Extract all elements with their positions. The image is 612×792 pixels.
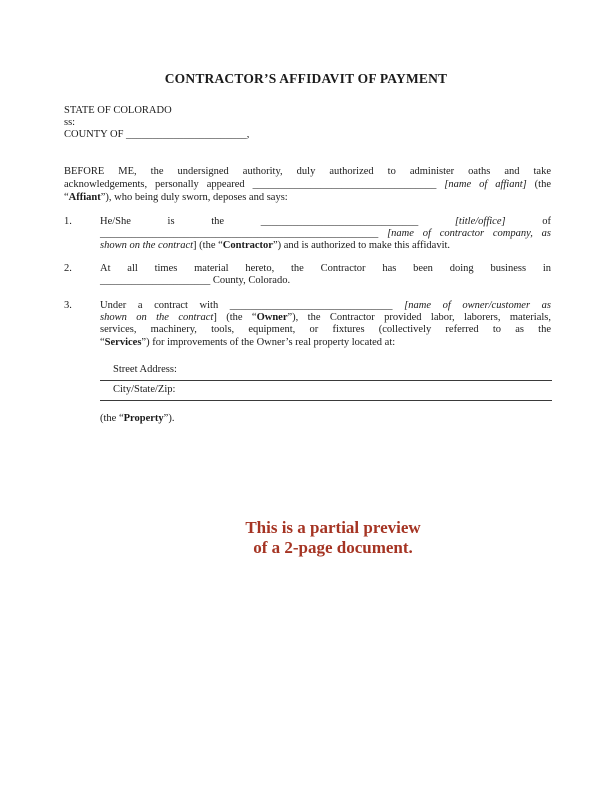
property-defined-term-line: (the “Property”). [100, 413, 175, 424]
intro-line: BEFORE ME, the undersigned authority, duly authorized to administer oaths and take [64, 166, 551, 177]
numbered-item-2 [64, 263, 551, 287]
intro-line: “Affiant”), who being duly sworn, deposes and says: [64, 191, 288, 203]
document-title: CONTRACTOR’S AFFIDAVIT OF PAYMENT [164, 71, 448, 86]
street-address-row [100, 361, 552, 381]
item-3-line: “Services”) for improvements of the Owner’s real property located at: [100, 336, 396, 348]
numbered-item-1 [64, 216, 551, 253]
intro-paragraph [64, 166, 551, 204]
preview-line-2: of a 2-page document. [253, 538, 413, 557]
city-state-zip-row [100, 381, 552, 401]
item-3-line-owner-blank: Under a contract with _______________________________ [name of owner/customer as [100, 300, 551, 311]
item-body [100, 216, 551, 253]
item-number: 3. [64, 300, 72, 311]
preview-text [183, 518, 483, 558]
street-address-label: Street Address: [113, 364, 177, 375]
item-1-line-company-blank: _____________________________________________________ [name of contractor company, as [100, 228, 551, 240]
numbered-item-3 [64, 300, 551, 349]
venue-state-line: STATE OF COLORADO [64, 105, 172, 116]
venue-ss-line: ss: [64, 117, 76, 128]
item-2-line-county-blank: _____________________ County, Colorado. [100, 275, 291, 287]
property-address-table [100, 361, 552, 401]
item-1-line-title-blank: He/She is the ______________________________ [title/office] of [100, 216, 551, 227]
city-state-zip-label: City/State/Zip: [113, 384, 176, 395]
item-body [100, 263, 551, 287]
venue-county-line: COUNTY OF _______________________, [64, 129, 250, 140]
item-3-line: shown on the contract] (the “Owner”), the Contractor provided labor, laborers, materials, [100, 312, 551, 324]
preview-line-1: This is a partial preview [245, 518, 421, 537]
item-2-line: At all times material hereto, the Contractor has been doing business in [100, 263, 551, 274]
item-number: 1. [64, 216, 72, 227]
item-1-line: shown on the contract] (the “Contractor”) and is authorized to make this affidavit. [100, 240, 451, 252]
item-number: 2. [64, 263, 72, 274]
venue-block [64, 105, 249, 141]
item-body [100, 300, 551, 349]
intro-line-affiant-blank: acknowledgements, personally appeared ___________________________________ [name of affiant] (the [64, 178, 551, 190]
item-3-line: services, machinery, tools, equipment, or fixtures (collectively referred to as the [100, 324, 551, 336]
